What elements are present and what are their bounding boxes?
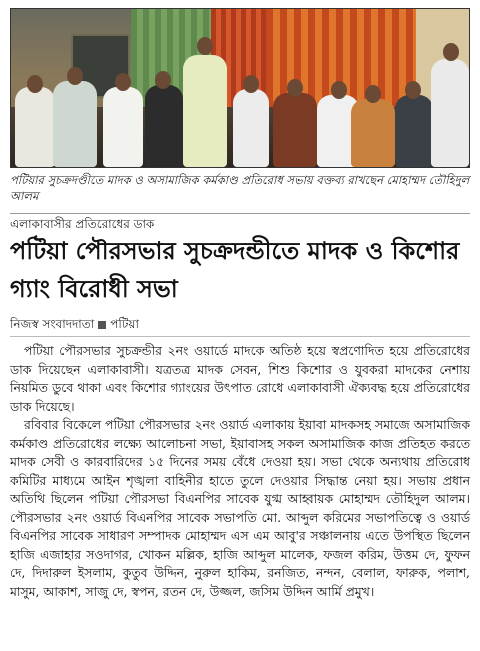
person bbox=[395, 95, 433, 167]
person-head bbox=[443, 43, 459, 61]
person bbox=[233, 89, 269, 167]
person-head bbox=[287, 79, 303, 97]
photo-caption: পটিয়ার সুচক্রদণ্ডীতে মাদক ও অসামাজিক কর্মকাণ্ড প্রতিরোধ সভায় বক্তব্য রাখছেন মোহাম্মদ তৌহিদুল আলম bbox=[10, 173, 470, 203]
square-bullet-icon bbox=[98, 321, 106, 329]
person bbox=[431, 59, 469, 167]
speaker bbox=[183, 55, 227, 167]
article-body bbox=[10, 342, 470, 601]
person-head bbox=[67, 67, 83, 85]
person-head bbox=[115, 73, 131, 91]
divider bbox=[10, 336, 470, 337]
paragraph: রবিবার বিকেলে পটিয়া পৌরসভার ২নং ওয়ার্ড এলাকায় ইয়াবা মাদকসহ সমাজে অসামাজিক কর্মকাণ্ড প্রতিরোধের লক্ষ্যে আলোচনা সভা, ইয়াবাসহ সকল অসামাজিক কাজ প্রতিহত করতে মাদক সেবী ও কারবারিদের ১৫ দিনের সময় বেঁধে দেওয়া হয়। সভা থেকে অন্যথায় প্রতিরোধ কমিটির মাধ্যমে আইন শৃঙ্খলা বাহিনীর হাতে তুলে দেওয়ার সিদ্ধান্ত নেয়া হয়। সভায় প্রধান অতিথি ছিলেন পটিয়া পৌরসভা বিএনপির সাবেক যুগ্ম আহ্বায়ক মোহাম্মদ তৌহিদুল আলম। পৌরসভার ২নং ওয়ার্ড বিএনপির সাবেক সভাপতি মো. আব্দুল করিমের সভাপতিত্বে ও ওয়ার্ড বিএনপির সাবেক সাধারণ সম্পাদক মোহাম্মদ এস এম আবু'র সঞ্চালনায় এতে উপস্থিত ছিলেন হাজি এজাহার সওদাগর, খোকন মল্লিক, হাজি আব্দুল মালেক, ফজল করিম, উত্তম দে, ফুফন দে, দিদারুল ইসলাম, কুতুব উদ্দিন, নুরুল হাকিম, রনজিত, নন্দন, বেলাল, ফারুক, পলাশ, মাসুম, আকাশ, সাজু দে, স্বপন, রতন দে, উজ্জল, জসিম উদ্দিন আর্মি প্রমুখ। bbox=[10, 417, 470, 599]
person bbox=[351, 99, 395, 167]
kicker: এলাকাবাসীর প্রতিরোধের ডাক bbox=[10, 217, 155, 231]
reporter: নিজস্ব সংবাদদাতা bbox=[10, 317, 95, 331]
person-head bbox=[243, 75, 259, 93]
divider bbox=[10, 213, 470, 214]
person-head bbox=[155, 71, 171, 89]
person bbox=[145, 85, 183, 167]
person bbox=[53, 81, 97, 167]
speaker-head bbox=[197, 37, 213, 55]
headline: পটিয়া পৌরসভার সুচক্রদন্ডীতে মাদক ও কিশোর গ্যাং বিরোধী সভা bbox=[10, 237, 460, 303]
paragraph: পটিয়া পৌরসভার সুচক্রন্ডীর ২নং ওয়ার্ডে মাদকে অতিষ্ঠ হয়ে স্বপ্রণোদিত হয়ে প্রতিরোধের ডাক দিয়েছেন এলাকাবাসী। যত্রতত্র মাদক সেবন, শিশু কিশোর ও যুবকরা মাদকের নেশায় নিয়মিত ডুবে থাকা এবং কিশোর গ্যাংয়ের উৎপাত রোধে এলাকাবাসী ঐক্যবদ্ধ হয়ে প্রতিরোধের ডাক দিয়েছে। bbox=[10, 343, 470, 414]
person-head bbox=[405, 81, 421, 99]
person-head bbox=[331, 81, 347, 99]
person-head bbox=[365, 85, 381, 103]
person bbox=[103, 87, 143, 167]
meeting-photo bbox=[10, 8, 470, 168]
byline bbox=[10, 316, 139, 336]
person-head bbox=[27, 75, 43, 93]
dateline-place: পটিয়া bbox=[110, 317, 139, 331]
person bbox=[15, 87, 55, 167]
person bbox=[273, 93, 317, 167]
